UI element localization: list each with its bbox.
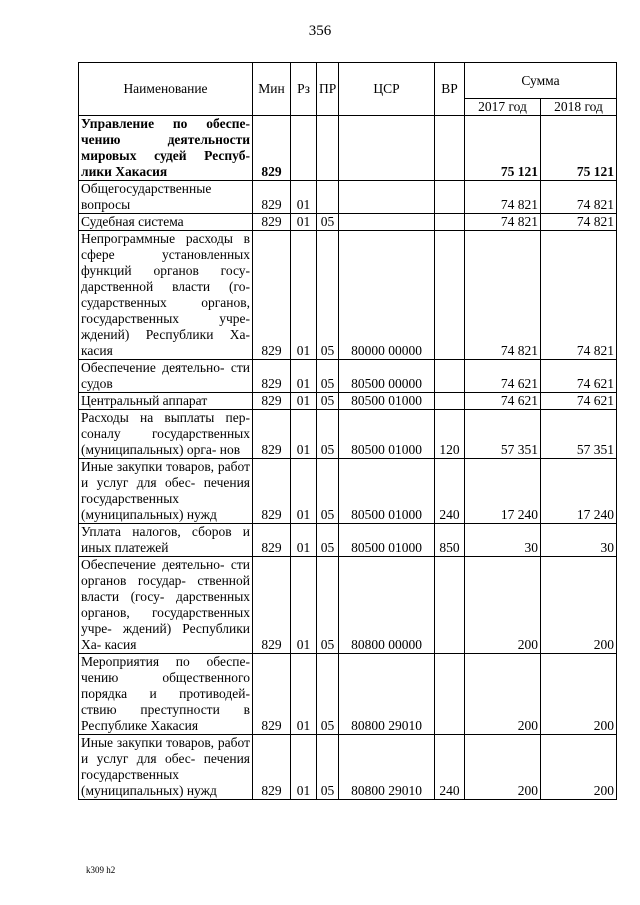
row-min: 829 — [253, 557, 291, 654]
row-name-line: Непрограммные расходы — [81, 231, 233, 246]
row-rz: 01 — [291, 360, 317, 393]
row-vr — [435, 557, 465, 654]
row-name — [79, 735, 253, 800]
row-name-line: Управление по обеспе- — [81, 116, 250, 131]
row-rz: 01 — [291, 181, 317, 214]
row-name-line: иных платежей — [81, 540, 169, 555]
row-pr — [317, 181, 339, 214]
row-min: 829 — [253, 116, 291, 181]
row-vr — [435, 214, 465, 231]
row-rz: 01 — [291, 214, 317, 231]
table-header — [79, 63, 617, 116]
row-rz: 01 — [291, 393, 317, 410]
row-min: 829 — [253, 654, 291, 735]
row-sum-2018: 74 821 — [541, 214, 617, 231]
row-sum-2017: 17 240 — [465, 459, 541, 524]
row-sum-2018: 74 621 — [541, 360, 617, 393]
row-name-line: Обеспечение деятельно- — [81, 360, 225, 375]
row-rz: 01 — [291, 735, 317, 800]
row-sum-2017: 30 — [465, 524, 541, 557]
row-name-line: порядка и противодей- — [81, 686, 250, 701]
row-name-line: государственных учре- — [81, 605, 250, 636]
row-name-line: Центральный аппарат — [81, 393, 208, 408]
row-name-line: нов — [219, 442, 241, 457]
row-pr: 05 — [317, 410, 339, 459]
table-row — [79, 231, 617, 360]
row-name — [79, 214, 253, 231]
row-sum-2017: 74 621 — [465, 360, 541, 393]
table-row — [79, 116, 617, 181]
row-name-line: (муниципальных) нужд — [81, 507, 217, 522]
row-name-line: вопросы — [81, 197, 131, 212]
budget-table — [78, 62, 617, 800]
row-sum-2018: 74 821 — [541, 181, 617, 214]
row-csr — [339, 181, 435, 214]
row-csr: 80500 01000 — [339, 410, 435, 459]
row-sum-2018: 17 240 — [541, 459, 617, 524]
row-vr: 240 — [435, 735, 465, 800]
row-sum-2017: 74 821 — [465, 214, 541, 231]
row-csr: 80500 00000 — [339, 360, 435, 393]
row-vr: 240 — [435, 459, 465, 524]
row-name-line: работ и услуг для обес- — [81, 459, 250, 490]
row-min: 829 — [253, 360, 291, 393]
row-sum-2018: 30 — [541, 524, 617, 557]
row-sum-2017: 74 821 — [465, 231, 541, 360]
row-vr — [435, 360, 465, 393]
row-csr: 80000 00000 — [339, 231, 435, 360]
row-name-line: в сфере установленных — [81, 231, 250, 262]
row-pr: 05 — [317, 231, 339, 360]
header-name: Наименование — [79, 63, 253, 116]
row-csr: 80500 01000 — [339, 524, 435, 557]
row-name-line: мировых судей Респуб- — [81, 148, 250, 163]
row-sum-2018: 200 — [541, 557, 617, 654]
header-sum: Сумма — [465, 63, 617, 99]
table-row — [79, 557, 617, 654]
header-vr: ВР — [435, 63, 465, 116]
row-vr: 120 — [435, 410, 465, 459]
header-year-2017: 2017 год — [465, 99, 541, 116]
row-pr: 05 — [317, 214, 339, 231]
header-min: Мин — [253, 63, 291, 116]
table-row — [79, 360, 617, 393]
row-min: 829 — [253, 181, 291, 214]
row-min: 829 — [253, 524, 291, 557]
row-sum-2017: 75 121 — [465, 116, 541, 181]
row-name-line: Иные закупки товаров, — [81, 459, 215, 474]
row-min: 829 — [253, 459, 291, 524]
row-pr: 05 — [317, 524, 339, 557]
table-row — [79, 654, 617, 735]
row-name — [79, 181, 253, 214]
table-row — [79, 524, 617, 557]
row-vr — [435, 231, 465, 360]
row-rz: 01 — [291, 557, 317, 654]
row-min: 829 — [253, 214, 291, 231]
row-name-line: Судебная система — [81, 214, 184, 229]
row-rz: 01 — [291, 410, 317, 459]
row-name-line: чению общественного — [81, 670, 250, 685]
row-pr: 05 — [317, 459, 339, 524]
row-sum-2018: 74 621 — [541, 393, 617, 410]
row-sum-2018: 75 121 — [541, 116, 617, 181]
row-csr: 80500 01000 — [339, 459, 435, 524]
row-name-line: печения государственных — [81, 751, 251, 782]
row-name — [79, 524, 253, 557]
row-vr — [435, 116, 465, 181]
row-csr: 80800 29010 — [339, 654, 435, 735]
row-name-line: касия — [104, 637, 137, 652]
row-sum-2017: 74 821 — [465, 181, 541, 214]
row-name-line: Мероприятия по обеспе- — [81, 654, 250, 669]
footer-code: k309 h2 — [86, 865, 116, 875]
table-body — [79, 116, 617, 800]
row-name-line: дарственной власти (го- — [81, 279, 250, 294]
row-min: 829 — [253, 410, 291, 459]
row-name-line: соналу государственных — [81, 426, 250, 441]
row-sum-2018: 200 — [541, 735, 617, 800]
row-name — [79, 459, 253, 524]
row-name-line: государственных учре- — [81, 311, 250, 326]
page-number: 356 — [308, 23, 332, 39]
table-row — [79, 393, 617, 410]
row-csr: 80800 29010 — [339, 735, 435, 800]
row-name-line: сти судов — [81, 360, 250, 391]
row-name-line: Расходы на выплаты пер- — [81, 410, 250, 425]
row-pr: 05 — [317, 557, 339, 654]
header-year-2018: 2018 год — [541, 99, 617, 116]
row-name-line: ственной власти (госу- — [81, 573, 250, 604]
row-name — [79, 410, 253, 459]
row-name-line: сударственных органов, — [81, 295, 250, 310]
row-vr — [435, 181, 465, 214]
row-name-line: Обеспечение деятельно- — [81, 557, 225, 572]
row-sum-2018: 74 821 — [541, 231, 617, 360]
row-vr: 850 — [435, 524, 465, 557]
row-name-line: ждений) Республики Ха- — [81, 327, 250, 342]
row-csr: 80500 01000 — [339, 393, 435, 410]
row-name-line: касия — [81, 343, 113, 358]
row-rz: 01 — [291, 654, 317, 735]
header-csr: ЦСР — [339, 63, 435, 116]
row-name-line: ждений) Республики Ха- — [81, 621, 250, 652]
row-min: 829 — [253, 231, 291, 360]
row-pr: 05 — [317, 360, 339, 393]
row-name-line: Республике Хакасия — [81, 718, 199, 733]
row-name — [79, 360, 253, 393]
row-name — [79, 116, 253, 181]
row-vr — [435, 654, 465, 735]
row-sum-2017: 74 621 — [465, 393, 541, 410]
row-csr — [339, 214, 435, 231]
row-rz — [291, 116, 317, 181]
row-sum-2017: 200 — [465, 557, 541, 654]
row-name-line: (муниципальных) нужд — [81, 783, 217, 798]
row-name — [79, 393, 253, 410]
row-sum-2018: 57 351 — [541, 410, 617, 459]
row-pr: 05 — [317, 393, 339, 410]
header-pr: ПР — [317, 63, 339, 116]
table-row — [79, 735, 617, 800]
row-name-line: ствию преступности в — [81, 702, 250, 717]
row-name-line: Иные закупки товаров, — [81, 735, 215, 750]
table-row — [79, 459, 617, 524]
row-name — [79, 231, 253, 360]
row-name-line: Уплата налогов, сборов и — [81, 524, 250, 539]
row-name-line: сти органов государ- — [81, 557, 250, 588]
row-pr: 05 — [317, 654, 339, 735]
row-csr: 80800 00000 — [339, 557, 435, 654]
row-pr: 05 — [317, 735, 339, 800]
row-min: 829 — [253, 735, 291, 800]
row-name-line: функций органов госу- — [81, 263, 250, 278]
row-sum-2017: 57 351 — [465, 410, 541, 459]
row-name-line: Общегосударственные — [81, 181, 212, 196]
row-sum-2018: 200 — [541, 654, 617, 735]
header-rz: Рз — [291, 63, 317, 116]
row-name-line: чению деятельности — [81, 132, 250, 147]
row-name — [79, 557, 253, 654]
row-name-line: работ и услуг для обес- — [81, 735, 250, 766]
row-name — [79, 654, 253, 735]
row-sum-2017: 200 — [465, 735, 541, 800]
row-name-line: дарственных органов, — [81, 589, 251, 620]
row-pr — [317, 116, 339, 181]
table-row — [79, 410, 617, 459]
row-rz: 01 — [291, 524, 317, 557]
row-min: 829 — [253, 393, 291, 410]
row-name-line: (муниципальных) орга- — [81, 442, 217, 457]
row-name-line: печения государственных — [81, 475, 251, 506]
table-row — [79, 181, 617, 214]
table-row — [79, 214, 617, 231]
row-rz: 01 — [291, 231, 317, 360]
row-rz: 01 — [291, 459, 317, 524]
row-vr — [435, 393, 465, 410]
row-csr — [339, 116, 435, 181]
row-sum-2017: 200 — [465, 654, 541, 735]
row-name-line: лики Хакасия — [81, 164, 168, 179]
